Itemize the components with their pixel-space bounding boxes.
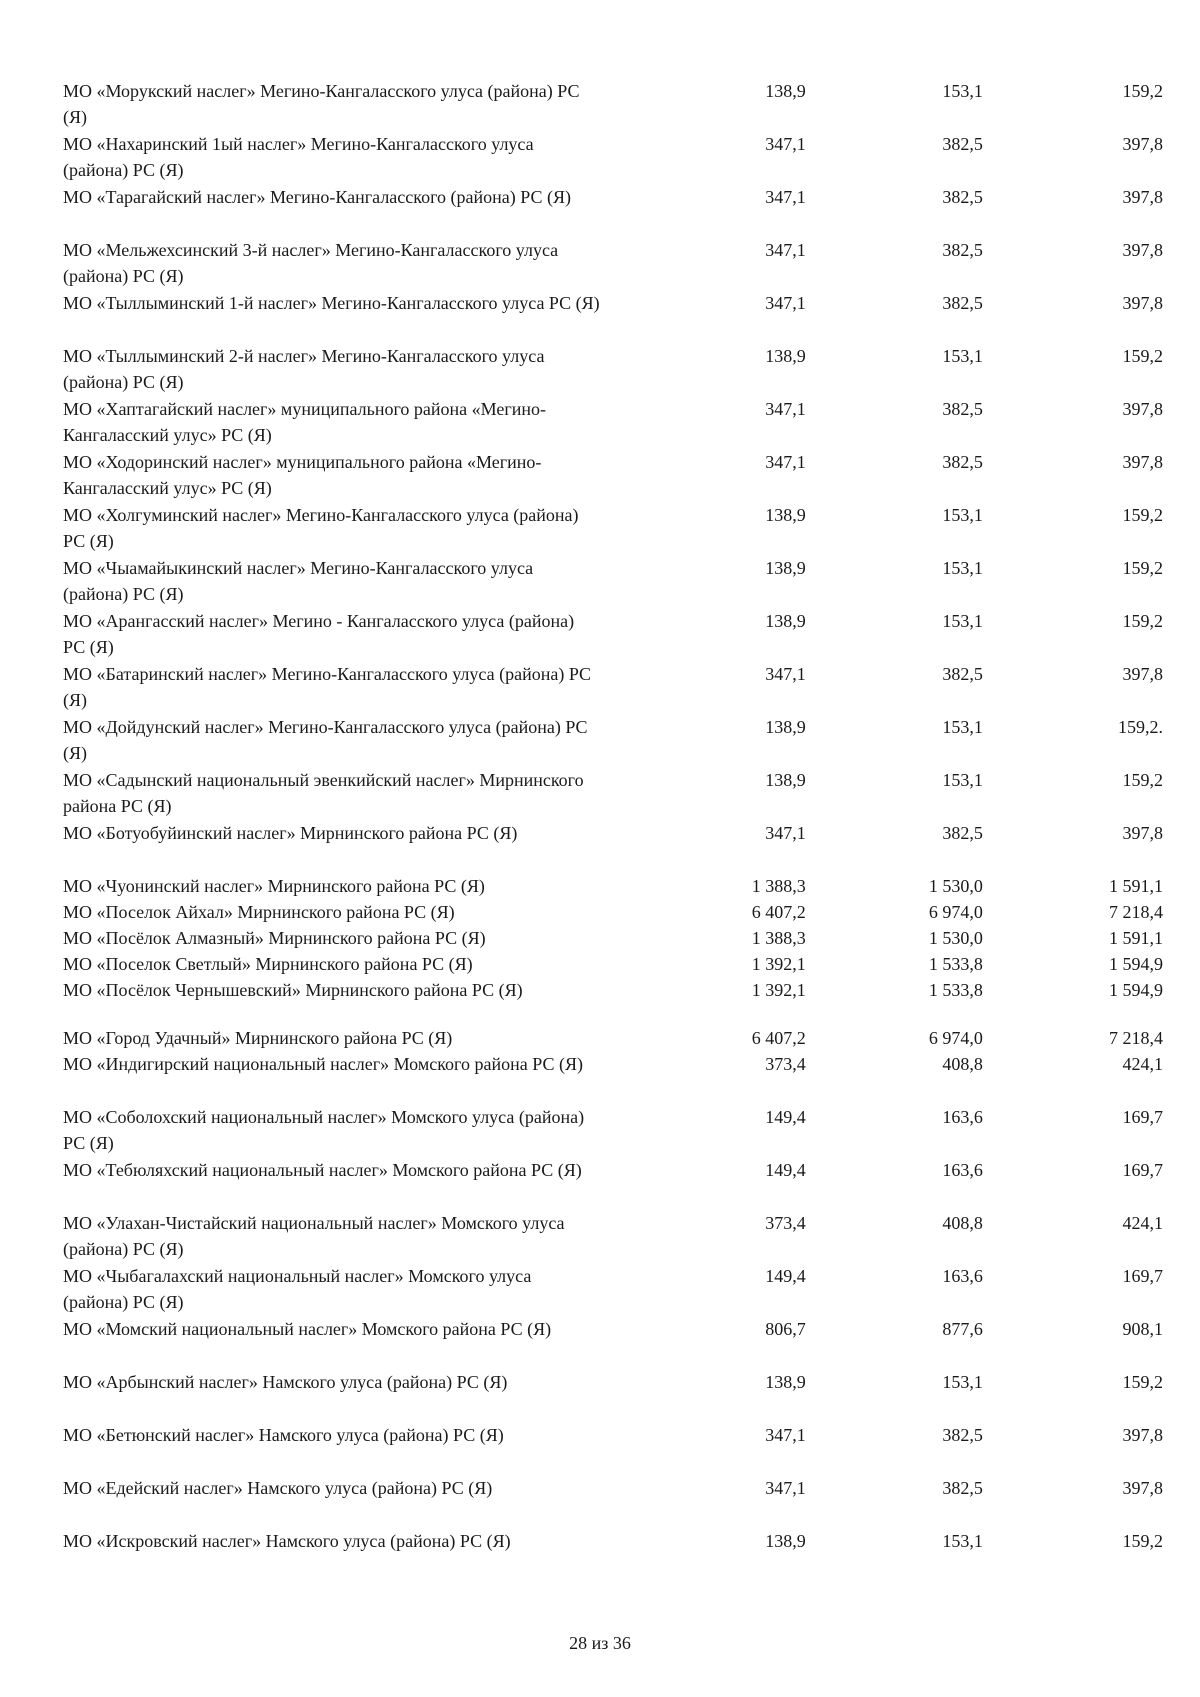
municipality-name: МО «Батаринский наслег» Мегино-Кангаласского улуса (района) РС (Я) [63,664,592,710]
table-row [63,502,1163,555]
table-row [63,1104,1163,1157]
value-col-2: 153,1 [942,717,983,737]
municipality-name: МО «Соболохский национальный наслег» Момского улуса (района) РС (Я) [63,1107,585,1153]
table-row [63,899,1163,925]
value-col-1: 6 407,2 [751,1028,806,1048]
value-col-3: 397,8 [1122,187,1163,207]
value-col-3: 908,1 [1122,1319,1163,1339]
table-row [63,1475,1163,1528]
table-row [63,184,1163,237]
value-col-1: 1 392,1 [751,980,806,1000]
value-col-3: 169,7 [1122,1107,1163,1127]
value-col-2: 163,6 [942,1160,983,1180]
value-col-1: 149,4 [765,1266,806,1286]
municipality-name: МО «Хаптагайский наслег» муниципального района «Мегино-Кангаласский улус» РС (Я) [63,399,547,445]
value-col-2: 153,1 [942,770,983,790]
value-col-1: 347,1 [765,664,806,684]
value-col-3: 397,8 [1122,823,1163,843]
value-col-2: 6 974,0 [928,902,983,922]
table-row [63,1263,1163,1316]
value-col-1: 1 388,3 [751,876,806,896]
value-col-3: 1 594,9 [1109,980,1163,1000]
table-row [63,1422,1163,1475]
value-col-1: 138,9 [765,717,806,737]
value-col-2: 153,1 [942,558,983,578]
table-row [63,1316,1163,1369]
table-row [63,1528,1163,1581]
table-row [63,449,1163,502]
value-col-2: 382,5 [942,293,983,313]
table-row [63,78,1163,131]
value-col-1: 806,7 [765,1319,806,1339]
municipality-name: МО «Мельжехсинский 3-й наслег» Мегино-Кангаласского улуса (района) РС (Я) [63,240,559,286]
value-col-1: 347,1 [765,1425,806,1445]
table-row [63,1210,1163,1263]
table-row [63,237,1163,290]
value-col-2: 163,6 [942,1107,983,1127]
value-col-3: 1 591,1 [1109,876,1163,896]
municipality-name: МО «Арбынский наслег» Намского улуса (района) РС (Я) [63,1372,508,1392]
value-col-2: 408,8 [942,1213,983,1233]
value-col-1: 138,9 [765,611,806,631]
value-col-1: 347,1 [765,293,806,313]
municipality-name: МО «Момский национальный наслег» Момского района РС (Я) [63,1319,552,1339]
value-col-3: 159,2 [1122,346,1163,366]
value-col-3: 397,8 [1122,1425,1163,1445]
value-col-3: 159,2 [1122,558,1163,578]
table-row [63,873,1163,899]
value-col-1: 347,1 [765,452,806,472]
table-row [63,977,1163,1003]
municipality-name: МО «Холгуминский наслег» Мегино-Кангаласского улуса (района) РС (Я) [63,505,579,551]
value-col-2: 6 974,0 [928,1028,983,1048]
municipality-name: МО «Индигирский национальный наслег» Момского района РС (Я) [63,1054,583,1074]
value-col-3: 169,7 [1122,1266,1163,1286]
value-col-1: 138,9 [765,505,806,525]
table-row [63,714,1163,767]
table-row [63,1369,1163,1422]
value-col-3: 397,8 [1122,664,1163,684]
value-col-1: 347,1 [765,399,806,419]
municipality-name: МО «Садынский национальный эвенкийский наслег» Мирнинского района РС (Я) [63,770,584,816]
table-row [63,951,1163,977]
value-col-2: 1 530,0 [928,928,983,948]
value-col-2: 153,1 [942,611,983,631]
municipality-name: МО «Нахаринский 1ый наслег» Мегино-Кангаласского улуса (района) РС (Я) [63,134,534,180]
table-row [63,1051,1163,1104]
value-col-3: 159,2 [1122,1531,1163,1551]
municipality-name: МО «Посёлок Алмазный» Мирнинского района РС (Я) [63,928,486,948]
municipality-name: МО «Ботуобуйинский наслег» Мирнинского района РС (Я) [63,823,518,843]
value-col-2: 408,8 [942,1054,983,1074]
value-col-1: 347,1 [765,240,806,260]
value-col-3: 7 218,4 [1109,1028,1163,1048]
value-col-1: 347,1 [765,187,806,207]
value-col-1: 138,9 [765,81,806,101]
municipality-name: МО «Морукский наслег» Мегино-Кангаласского улуса (района) РС (Я) [63,81,580,127]
value-col-1: 347,1 [765,134,806,154]
table-row [63,608,1163,661]
municipality-name: МО «Поселок Светлый» Мирнинского района РС (Я) [63,954,473,974]
page-number: 28 из 36 [569,1633,631,1653]
table-row [63,555,1163,608]
municipality-name: МО «Чыамайыкинский наслег» Мегино-Кангаласского улуса (района) РС (Я) [63,558,534,604]
value-col-2: 1 533,8 [928,954,983,974]
municipality-name: МО «Тарагайский наслег» Мегино-Кангаласского (района) РС (Я) [63,187,571,207]
table-row [63,820,1163,873]
municipality-name: МО «Поселок Айхал» Мирнинского района РС (Я) [63,902,455,922]
value-col-1: 149,4 [765,1107,806,1127]
value-col-3: 397,8 [1122,293,1163,313]
municipality-name: МО «Дойдунский наслег» Мегино-Кангаласского улуса (района) РС (Я) [63,717,588,763]
table-row [63,131,1163,184]
value-col-3: 397,8 [1122,452,1163,472]
value-col-3: 159,2 [1122,505,1163,525]
value-col-1: 373,4 [765,1054,806,1074]
value-col-3: 1 591,1 [1109,928,1163,948]
value-col-2: 382,5 [942,1478,983,1498]
value-col-2: 382,5 [942,1425,983,1445]
value-col-2: 153,1 [942,1531,983,1551]
table-row [63,1157,1163,1210]
value-col-2: 153,1 [942,346,983,366]
value-col-2: 382,5 [942,134,983,154]
municipality-name: МО «Тыллыминский 2-й наслег» Мегино-Кангаласского улуса (района) РС (Я) [63,346,545,392]
value-col-1: 138,9 [765,346,806,366]
value-col-1: 138,9 [765,1372,806,1392]
value-col-1: 138,9 [765,770,806,790]
table-row [63,767,1163,820]
value-col-3: 159,2 [1122,611,1163,631]
value-col-1: 1 388,3 [751,928,806,948]
value-col-1: 347,1 [765,823,806,843]
value-col-2: 382,5 [942,452,983,472]
value-col-3: 397,8 [1122,134,1163,154]
value-col-2: 382,5 [942,399,983,419]
value-col-1: 347,1 [765,1478,806,1498]
municipality-name: МО «Посёлок Чернышевский» Мирнинского района РС (Я) [63,980,523,1000]
municipality-name: МО «Ходоринский наслег» муниципального района «Мегино-Кангаласский улус» РС (Я) [63,452,542,498]
value-col-2: 1 530,0 [928,876,983,896]
value-col-1: 138,9 [765,558,806,578]
municipality-name: МО «Тыллыминский 1-й наслег» Мегино-Кангаласского улуса РС (Я) [63,293,600,313]
value-col-2: 382,5 [942,187,983,207]
value-col-3: 7 218,4 [1109,902,1163,922]
value-col-2: 877,6 [942,1319,983,1339]
value-col-2: 153,1 [942,1372,983,1392]
value-col-3: 397,8 [1122,1478,1163,1498]
municipality-name: МО «Чыбагалахский национальный наслег» Момского улуса (района) РС (Я) [63,1266,532,1312]
value-col-2: 382,5 [942,823,983,843]
value-col-2: 382,5 [942,664,983,684]
value-col-1: 373,4 [765,1213,806,1233]
municipality-name: МО «Тебюляхский национальный наслег» Момского района РС (Я) [63,1160,582,1180]
municipality-name: МО «Бетюнский наслег» Намского улуса (района) РС (Я) [63,1425,504,1445]
value-col-3: 1 594,9 [1109,954,1163,974]
table-row [63,343,1163,396]
table-row [63,925,1163,951]
municipality-name: МО «Чуонинский наслег» Мирнинского района РС (Я) [63,876,485,896]
table-row [63,290,1163,343]
table-row [63,661,1163,714]
value-col-3: 159,2 [1122,770,1163,790]
value-col-2: 163,6 [942,1266,983,1286]
value-col-3: 424,1 [1122,1054,1163,1074]
municipality-name: МО «Город Удачный» Мирнинского района РС (Я) [63,1028,453,1048]
value-col-2: 1 533,8 [928,980,983,1000]
value-col-1: 138,9 [765,1531,806,1551]
data-table [63,78,1163,1581]
value-col-3: 397,8 [1122,399,1163,419]
value-col-3: 159,2 [1122,1372,1163,1392]
value-col-3: 397,8 [1122,240,1163,260]
municipality-name: МО «Едейский наслег» Намского улуса (района) РС (Я) [63,1478,493,1498]
table-row [63,1025,1163,1051]
value-col-2: 382,5 [942,240,983,260]
value-col-1: 1 392,1 [751,954,806,974]
value-col-1: 6 407,2 [751,902,806,922]
value-col-2: 153,1 [942,81,983,101]
value-col-2: 153,1 [942,505,983,525]
value-col-3: 159,2. [1118,717,1163,737]
value-col-3: 159,2 [1122,81,1163,101]
value-col-3: 424,1 [1122,1213,1163,1233]
municipality-name: МО «Арангасский наслег» Мегино - Кангаласского улуса (района) РС (Я) [63,611,575,657]
value-col-1: 149,4 [765,1160,806,1180]
table-row [63,396,1163,449]
value-col-3: 169,7 [1122,1160,1163,1180]
municipality-name: МО «Искровский наслег» Намского улуса (района) РС (Я) [63,1531,511,1551]
municipality-name: МО «Улахан-Чистайский национальный наслег» Момского улуса (района) РС (Я) [63,1213,565,1259]
